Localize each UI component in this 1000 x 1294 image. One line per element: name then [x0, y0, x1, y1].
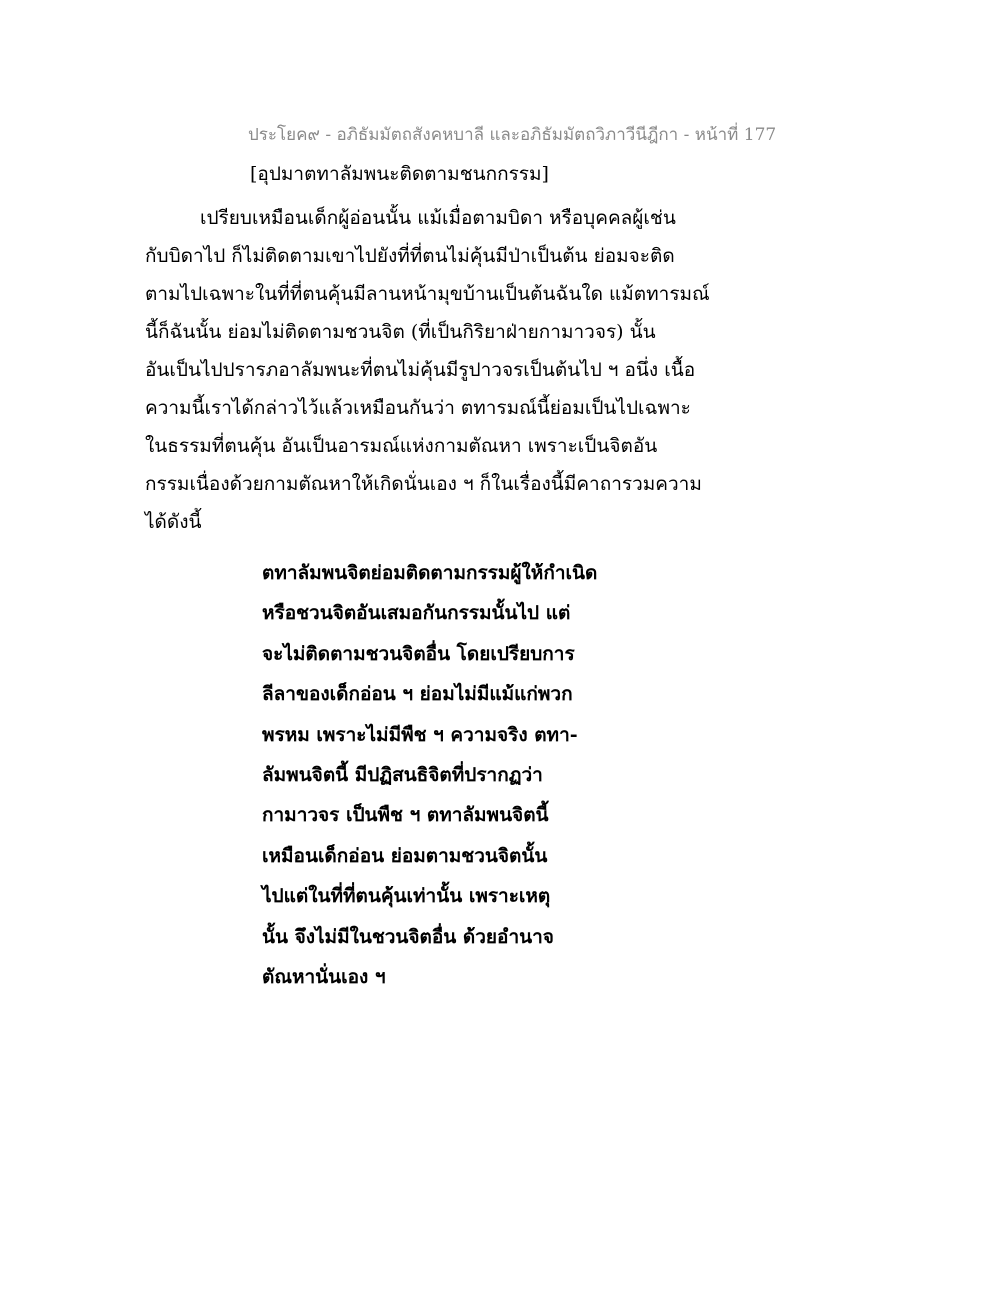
- running-header: ประโยค๙ - อภิธัมมัตถสังคหบาลี และอภิธัมมัตถวิภาวีนีฎีกา - หน้าที่ 177: [248, 125, 777, 145]
- verse-line: ลัมพนจิตนี้ มีปฏิสนธิจิตที่ปรากฏว่า: [262, 763, 543, 786]
- verse-line: นั้น จึงไม่มีในชวนจิตอื่น ด้วยอำนาจ: [262, 925, 554, 948]
- body-line: ได้ดังนี้: [145, 511, 202, 533]
- body-line: เปรียบเหมือนเด็กผู้อ่อนนั้น แม้เมื่อตามบิดา หรือบุคคลผู้เช่น: [200, 207, 676, 229]
- body-paragraph: [145, 199, 725, 541]
- verse-line: จะไม่ติดตามชวนจิตอื่น โดยเปรียบการ: [262, 642, 575, 665]
- body-line: ในธรรมที่ตนคุ้น อันเป็นอารมณ์แห่งกามตัณหา เพราะเป็นจิตอัน: [145, 435, 658, 457]
- body-line: นี้ก็ฉันนั้น ย่อมไม่ติดตามชวนจิต (ที่เป็นกิริยาฝ่ายกามาวจร) นั้น: [145, 321, 656, 343]
- verse-block: [262, 553, 702, 997]
- body-line: กรรมเนื่องด้วยกามตัณหาให้เกิดนั่นเอง ฯ ก็ในเรื่องนี้มีคาถารวมความ: [145, 473, 702, 495]
- verse-line: ไปแต่ในที่ที่ตนคุ้นเท่านั้น เพราะเหตุ: [262, 885, 551, 908]
- verse-line: กามาวจร เป็นพืช ฯ ตทาลัมพนจิตนี้: [262, 804, 549, 827]
- verse-line: พรหม เพราะไม่มีพืช ฯ ความจริง ตทา-: [262, 723, 578, 746]
- verse-line: ตัณหานั่นเอง ฯ: [262, 965, 386, 988]
- body-line: ตามไปเฉพาะในที่ที่ตนคุ้นมีลานหน้ามุขบ้านเป็นต้นฉันใด แม้ตทารมณ์: [145, 283, 710, 305]
- verse-line: ตทาลัมพนจิตย่อมติดตามกรรมผู้ให้กำเนิด: [262, 562, 598, 584]
- verse-line: หรือชวนจิตอันเสมอกันกรรมนั้นไป แต่: [262, 602, 571, 625]
- body-line: ความนี้เราได้กล่าวไว้แล้วเหมือนกันว่า ตทารมณ์นี้ย่อมเป็นไปเฉพาะ: [145, 397, 691, 419]
- section-title: [อุปมาตทาลัมพนะติดตามชนกกรรม]: [250, 163, 549, 185]
- body-line: อันเป็นไปปรารภอาลัมพนะที่ตนไม่คุ้นมีรูปาวจรเป็นต้นไป ฯ อนึ่ง เนื้อ: [145, 359, 696, 381]
- body-line: กับบิดาไป ก็ไม่ติดตามเขาไปยังที่ที่ตนไม่คุ้นมีป่าเป็นต้น ย่อมจะติด: [145, 245, 675, 267]
- verse-line: ลีลาของเด็กอ่อน ฯ ย่อมไม่มีแม้แก่พวก: [262, 683, 573, 706]
- verse-line: เหมือนเด็กอ่อน ย่อมตามชวนจิตนั้น: [262, 844, 548, 867]
